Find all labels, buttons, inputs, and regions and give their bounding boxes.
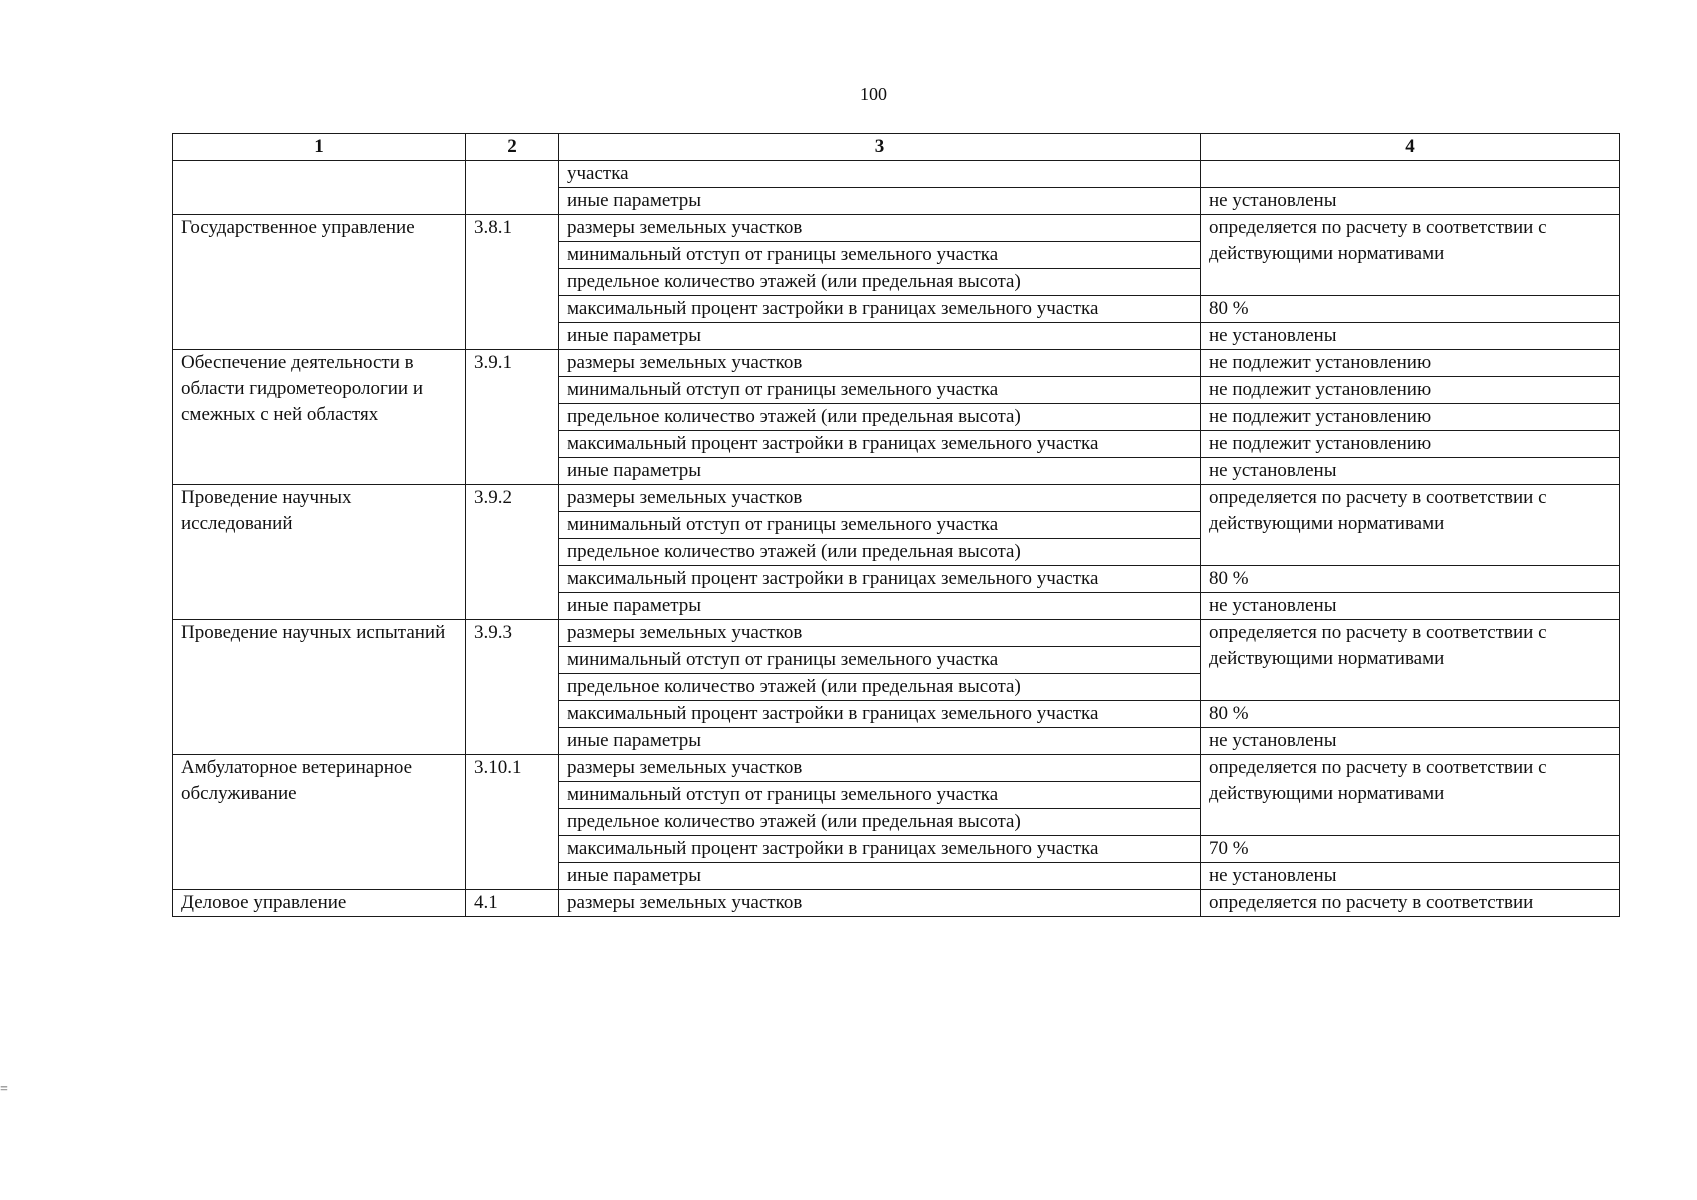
use-code-cell: 3.9.2 xyxy=(466,485,559,620)
param-cell: предельное количество этажей (или предельная высота) xyxy=(559,269,1201,296)
value-cell: не установлены xyxy=(1201,863,1620,890)
param-cell: предельное количество этажей (или предельная высота) xyxy=(559,404,1201,431)
value-cell: 80 % xyxy=(1201,296,1620,323)
use-code-cell: 3.9.3 xyxy=(466,620,559,755)
value-cell: 70 % xyxy=(1201,836,1620,863)
param-cell: максимальный процент застройки в границах земельного участка xyxy=(559,566,1201,593)
value-cell: определяется по расчету в соответствии с действующими нормативами xyxy=(1201,620,1620,701)
value-cell: не установлены xyxy=(1201,188,1620,215)
param-cell: предельное количество этажей (или предельная высота) xyxy=(559,809,1201,836)
table-row xyxy=(173,485,1620,512)
param-cell: минимальный отступ от границы земельного участка xyxy=(559,782,1201,809)
use-name-cell: Деловое управление xyxy=(173,890,466,917)
header-col-3: 3 xyxy=(559,134,1201,161)
value-cell: не подлежит установлению xyxy=(1201,404,1620,431)
param-cell: максимальный процент застройки в границах земельного участка xyxy=(559,296,1201,323)
use-name-cell: Государственное управление xyxy=(173,215,466,350)
use-code-cell: 3.8.1 xyxy=(466,215,559,350)
value-cell: не подлежит установлению xyxy=(1201,377,1620,404)
table-row xyxy=(173,215,1620,242)
table-row xyxy=(173,755,1620,782)
param-cell: предельное количество этажей (или предельная высота) xyxy=(559,674,1201,701)
param-cell: минимальный отступ от границы земельного участка xyxy=(559,647,1201,674)
page-number: 100 xyxy=(860,84,887,104)
use-code-cell: 3.10.1 xyxy=(466,755,559,890)
param-cell: размеры земельных участков xyxy=(559,350,1201,377)
parameters-table xyxy=(172,133,1620,917)
param-cell: минимальный отступ от границы земельного участка xyxy=(559,377,1201,404)
param-cell: иные параметры xyxy=(559,458,1201,485)
value-cell: определяется по расчету в соответствии с действующими нормативами xyxy=(1201,215,1620,296)
table-row xyxy=(173,620,1620,647)
value-cell: не установлены xyxy=(1201,458,1620,485)
param-cell: минимальный отступ от границы земельного участка xyxy=(559,512,1201,539)
param-cell: максимальный процент застройки в границах земельного участка xyxy=(559,701,1201,728)
value-cell: определяется по расчету в соответствии xyxy=(1201,890,1620,917)
value-cell: определяется по расчету в соответствии с действующими нормативами xyxy=(1201,755,1620,836)
param-cell: иные параметры xyxy=(559,323,1201,350)
param-cell: предельное количество этажей (или предельная высота) xyxy=(559,539,1201,566)
param-cell: минимальный отступ от границы земельного участка xyxy=(559,242,1201,269)
param-cell: участка xyxy=(559,161,1201,188)
param-cell: размеры земельных участков xyxy=(559,620,1201,647)
use-name-cell: Проведение научных исследований xyxy=(173,485,466,620)
param-cell: иные параметры xyxy=(559,728,1201,755)
use-name-cell: Амбулаторное ветеринарное обслуживание xyxy=(173,755,466,890)
param-cell: максимальный процент застройки в границах земельного участка xyxy=(559,431,1201,458)
value-cell: не установлены xyxy=(1201,728,1620,755)
value-cell xyxy=(1201,161,1620,188)
value-cell: не подлежит установлению xyxy=(1201,350,1620,377)
value-cell: определяется по расчету в соответствии с действующими нормативами xyxy=(1201,485,1620,566)
value-cell: 80 % xyxy=(1201,701,1620,728)
use-name-cell: Проведение научных испытаний xyxy=(173,620,466,755)
scan-edge-mark: = xyxy=(0,1082,8,1097)
value-cell: 80 % xyxy=(1201,566,1620,593)
use-code-cell: 4.1 xyxy=(466,890,559,917)
param-cell: размеры земельных участков xyxy=(559,215,1201,242)
value-cell: не подлежит установлению xyxy=(1201,431,1620,458)
use-code-cell: 3.9.1 xyxy=(466,350,559,485)
param-cell: иные параметры xyxy=(559,188,1201,215)
header-col-4: 4 xyxy=(1201,134,1620,161)
table-row xyxy=(173,161,1620,188)
param-cell: размеры земельных участков xyxy=(559,485,1201,512)
header-row xyxy=(173,134,1620,161)
param-cell: иные параметры xyxy=(559,593,1201,620)
param-cell: размеры земельных участков xyxy=(559,755,1201,782)
use-name-cell: Обеспечение деятельности в области гидрометеорологии и смежных с ней областях xyxy=(173,350,466,485)
table-row xyxy=(173,350,1620,377)
use-name-cell xyxy=(173,161,466,215)
use-code-cell xyxy=(466,161,559,215)
header-col-1: 1 xyxy=(173,134,466,161)
header-col-2: 2 xyxy=(466,134,559,161)
value-cell: не установлены xyxy=(1201,593,1620,620)
table-row xyxy=(173,890,1620,917)
param-cell: максимальный процент застройки в границах земельного участка xyxy=(559,836,1201,863)
value-cell: не установлены xyxy=(1201,323,1620,350)
param-cell: иные параметры xyxy=(559,863,1201,890)
param-cell: размеры земельных участков xyxy=(559,890,1201,917)
